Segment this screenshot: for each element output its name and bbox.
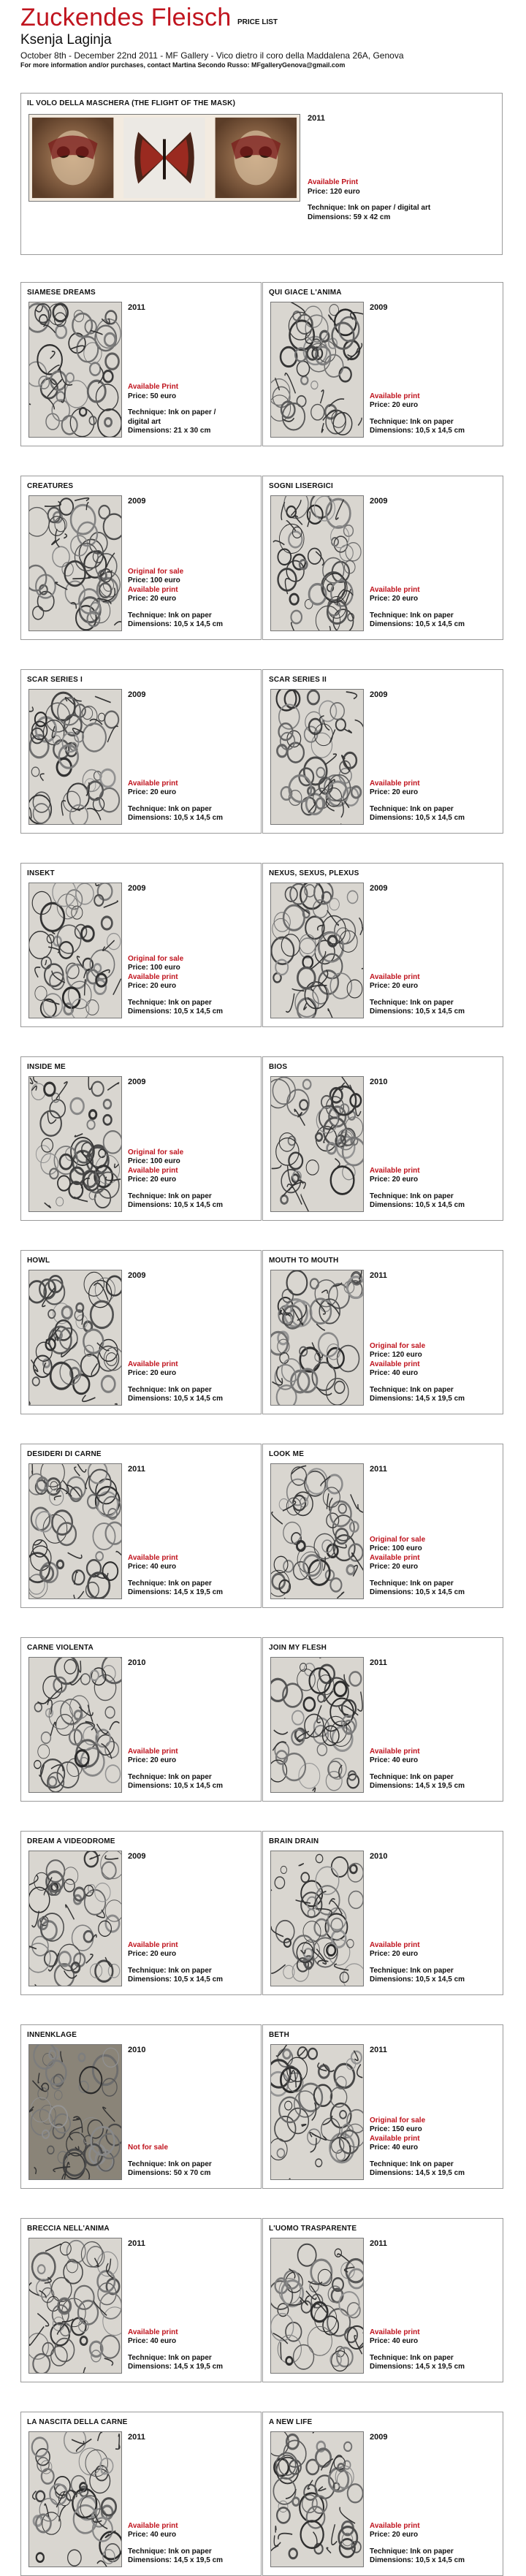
artwork-image — [28, 1463, 122, 1599]
artwork-image — [28, 689, 122, 825]
artwork-details — [370, 1748, 500, 1791]
detail-line: Dimensions: 10,5 x 14,5 cm — [128, 620, 224, 628]
artwork-card — [262, 1831, 503, 1995]
availability-label: Available print — [370, 1940, 420, 1949]
detail-line: Dimensions: 10,5 x 14,5 cm — [370, 1588, 465, 1596]
detail-line: Dimensions: 50 x 70 cm — [128, 2169, 211, 2177]
artwork-card — [20, 669, 262, 834]
artwork-details — [128, 1748, 258, 1791]
detail-line: Price: 20 euro — [128, 1756, 177, 1764]
artwork-title: INNENKLAGE — [27, 2031, 77, 2039]
detail-line: Dimensions: 59 x 42 cm — [308, 213, 391, 221]
availability-label: Original for sale — [128, 567, 184, 576]
detail-line: Technique: Ink on paper — [128, 1385, 212, 1394]
artwork-year: 2011 — [370, 2046, 387, 2054]
artwork-card — [20, 476, 262, 640]
detail-line: Dimensions: 10,5 x 14,5 cm — [370, 1975, 465, 1984]
availability-label: Available print — [128, 972, 178, 981]
artwork-title: DREAM A VIDEODROME — [27, 1837, 115, 1845]
detail-line: Technique: Ink on paper — [370, 1192, 454, 1200]
detail-line: Dimensions: 14,5 x 19,5 cm — [370, 1395, 465, 1403]
detail-line: Price: 20 euro — [128, 1369, 177, 1377]
availability-label: Available print — [370, 585, 420, 594]
detail-line: Technique: Ink on paper — [370, 611, 454, 620]
detail-line: Technique: Ink on paper — [128, 2353, 212, 2362]
detail-line: Price: 40 euro — [370, 2144, 419, 2152]
detail-line: Price: 20 euro — [370, 1175, 419, 1184]
artwork-year: 2010 — [370, 1078, 388, 1086]
artwork-year: 2011 — [308, 114, 325, 123]
artwork-image — [28, 114, 300, 202]
artist-name: Ksenja Laginja — [20, 32, 112, 47]
detail-line: Price: 20 euro — [370, 1950, 419, 1958]
artwork-card — [20, 1831, 262, 1995]
detail-line: Price: 20 euro — [128, 982, 177, 990]
detail-line: Price: 120 euro — [308, 187, 360, 196]
availability-label: Original for sale — [370, 1341, 426, 1350]
artwork-year: 2011 — [128, 2433, 145, 2442]
availability-label: Available print — [370, 392, 420, 400]
artwork-year: 2009 — [128, 1271, 146, 1280]
artwork-year: 2011 — [370, 1271, 387, 1280]
detail-line: Technique: Ink on paper — [128, 2547, 212, 2556]
detail-line: Technique: Ink on paper — [370, 998, 454, 1007]
artwork-image — [28, 2044, 122, 2180]
availability-label: Available print — [128, 1747, 178, 1756]
availability-label: Original for sale — [128, 954, 184, 963]
artwork-card — [20, 282, 262, 446]
spacer — [370, 2153, 500, 2160]
artwork-title: BRAIN DRAIN — [269, 1837, 319, 1845]
artwork-details — [370, 2116, 500, 2179]
spacer — [128, 2153, 258, 2160]
spacer — [128, 991, 258, 999]
availability-label: Available Print — [308, 178, 359, 186]
artwork-year: 2009 — [128, 1078, 146, 1086]
detail-line: Dimensions: 14,5 x 19,5 cm — [128, 2556, 224, 2564]
availability-label: Available print — [370, 1166, 420, 1175]
detail-line: Technique: Ink on paper — [128, 611, 212, 620]
artwork-details — [128, 2522, 258, 2566]
artwork-card — [20, 2024, 262, 2189]
artwork-details — [128, 955, 258, 1017]
availability-label: Available print — [128, 1166, 178, 1175]
detail-line: Dimensions: 14,5 x 19,5 cm — [370, 2363, 465, 2371]
detail-line: Dimensions: 10,5 x 14,5 cm — [128, 1007, 224, 1015]
detail-line: digital art — [128, 417, 161, 426]
artwork-year: 2009 — [370, 497, 388, 506]
artwork-image — [28, 2238, 122, 2374]
detail-line: Technique: Ink on paper — [128, 998, 212, 1007]
artwork-image — [28, 1657, 122, 1793]
artwork-card — [262, 282, 503, 446]
artwork-card — [262, 863, 503, 1027]
availability-label: Available print — [128, 585, 178, 594]
detail-line: Technique: Ink on paper — [128, 2160, 212, 2168]
artwork-title: HOWL — [27, 1257, 50, 1265]
artwork-year: 2011 — [128, 303, 145, 312]
artwork-image — [270, 1076, 364, 1212]
artwork-title: INSEKT — [27, 869, 55, 877]
spacer — [128, 1185, 258, 1192]
artwork-details — [128, 383, 258, 436]
artwork-details — [128, 1148, 258, 1211]
artwork-details — [370, 2328, 500, 2372]
artwork-title: DESIDERI DI CARNE — [27, 1450, 102, 1458]
detail-line: Price: 40 euro — [370, 1369, 419, 1377]
artwork-title: CARNE VIOLENTA — [27, 1644, 94, 1652]
spacer — [128, 1959, 258, 1967]
artwork-details — [128, 1941, 258, 1985]
artwork-image — [28, 1076, 122, 1212]
artwork-card — [20, 1250, 262, 1414]
artwork-title: A NEW LIFE — [269, 2418, 313, 2426]
artwork-details — [128, 2328, 258, 2372]
detail-line: Technique: Ink on paper / digital art — [308, 204, 431, 212]
artwork-title: CREATURES — [27, 482, 74, 490]
detail-line: Dimensions: 10,5 x 14,5 cm — [128, 1975, 224, 1984]
artwork-card — [20, 2412, 262, 2576]
artwork-title: MOUTH TO MOUTH — [269, 1257, 339, 1265]
detail-line: Price: 40 euro — [128, 2337, 177, 2345]
artwork-image — [270, 1851, 364, 1986]
detail-line: Price: 20 euro — [128, 1175, 177, 1184]
artwork-details — [370, 780, 500, 823]
detail-line: Price: 20 euro — [370, 1563, 419, 1571]
availability-label: Available print — [370, 1747, 420, 1756]
spacer — [128, 2347, 258, 2354]
artwork-details — [128, 568, 258, 630]
artwork-image — [270, 1463, 364, 1599]
detail-line: Dimensions: 10,5 x 14,5 cm — [370, 427, 465, 435]
artwork-image — [28, 883, 122, 1018]
artwork-title: IL VOLO DELLA MASCHERA (THE FLIGHT OF THE MASK) — [27, 99, 236, 107]
spacer — [370, 798, 500, 805]
detail-line: Technique: Ink on paper — [128, 804, 212, 813]
spacer — [128, 604, 258, 611]
artwork-title: SIAMESE DREAMS — [27, 289, 96, 297]
detail-line: Technique: Ink on paper — [128, 1772, 212, 1781]
availability-label: Available print — [128, 1940, 178, 1949]
detail-line: Technique: Ink on paper — [128, 1966, 212, 1975]
detail-line: Technique: Ink on paper — [370, 2160, 454, 2168]
spacer — [370, 991, 500, 999]
availability-label: Not for sale — [128, 2144, 169, 2152]
artwork-year: 2011 — [128, 1465, 145, 1474]
spacer — [370, 411, 500, 418]
artwork-details — [370, 586, 500, 630]
spacer — [308, 197, 498, 204]
spacer — [370, 1959, 500, 1967]
artwork-card — [262, 476, 503, 640]
detail-line: Price: 40 euro — [370, 1756, 419, 1764]
artwork-title: LOOK ME — [269, 1450, 305, 1458]
detail-line: Price: 20 euro — [370, 2531, 419, 2539]
artwork-details — [308, 178, 498, 222]
spacer — [128, 401, 258, 408]
detail-line: Technique: Ink on paper — [370, 417, 454, 426]
detail-line: Technique: Ink on paper — [370, 2547, 454, 2556]
artwork-details — [370, 1342, 500, 1404]
artwork-year: 2011 — [370, 1658, 387, 1667]
availability-label: Available print — [128, 2521, 178, 2530]
detail-line: Price: 100 euro — [128, 576, 180, 584]
detail-line: Technique: Ink on paper — [370, 1966, 454, 1975]
detail-line: Technique: Ink on paper — [128, 1192, 212, 1200]
artwork-card — [20, 1637, 262, 1802]
detail-line: Technique: Ink on paper — [370, 804, 454, 813]
artwork-image — [28, 1270, 122, 1406]
artwork-image — [270, 2431, 364, 2567]
availability-label: Original for sale — [370, 1535, 426, 1544]
spacer — [370, 1572, 500, 1579]
spacer — [370, 1766, 500, 1773]
detail-line: Dimensions: 14,5 x 19,5 cm — [128, 2363, 224, 2371]
spacer — [128, 1766, 258, 1773]
artwork-year: 2009 — [128, 884, 146, 893]
artwork-year: 2011 — [370, 1465, 387, 1474]
artwork-image — [270, 689, 364, 825]
artwork-card — [262, 2412, 503, 2576]
contact-line: For more information and/or purchases, contact Martina Secondo Russo: MFgalleryGenova@gmail.com — [20, 61, 346, 69]
artwork-title: INSIDE ME — [27, 1063, 66, 1071]
artwork-year: 2010 — [128, 2046, 146, 2054]
artwork-card — [262, 1637, 503, 1802]
detail-line: Dimensions: 21 x 30 cm — [128, 427, 211, 435]
artwork-image — [270, 495, 364, 631]
detail-line: Dimensions: 10,5 x 14,5 cm — [370, 814, 465, 822]
page-subtitle: PRICE LIST — [237, 18, 278, 26]
spacer — [128, 2540, 258, 2548]
detail-line: Dimensions: 10,5 x 14,5 cm — [370, 620, 465, 628]
artwork-title: SCAR SERIES I — [27, 676, 83, 684]
availability-label: Available print — [370, 1553, 420, 1562]
detail-line: Technique: Ink on paper / — [128, 408, 216, 416]
detail-line: Price: 20 euro — [128, 788, 177, 796]
detail-line: Price: 20 euro — [370, 788, 419, 796]
artwork-title: BIOS — [269, 1063, 288, 1071]
spacer — [370, 604, 500, 611]
artwork-card — [20, 863, 262, 1027]
artwork-card — [262, 669, 503, 834]
detail-line: Technique: Ink on paper — [370, 1579, 454, 1588]
detail-line: Price: 120 euro — [370, 1351, 422, 1359]
artwork-image — [28, 2431, 122, 2567]
detail-line: Dimensions: 14,5 x 19,5 cm — [370, 1782, 465, 1790]
artwork-title: BRECCIA NELL'ANIMA — [27, 2225, 110, 2233]
artwork-details — [128, 1554, 258, 1598]
artwork-image — [270, 302, 364, 438]
artwork-image — [270, 1657, 364, 1793]
detail-line: Price: 100 euro — [370, 1544, 422, 1552]
detail-line: Price: 100 euro — [128, 1157, 180, 1165]
artwork-card — [262, 1444, 503, 1608]
detail-line: Price: 20 euro — [370, 982, 419, 990]
artwork-year: 2009 — [128, 690, 146, 699]
exhibition-dates: October 8th - December 22nd 2011 - MF Gallery - Vico dietro il coro della Maddalena 26A, Genova — [20, 50, 404, 61]
artwork-card — [262, 1056, 503, 1221]
artwork-year: 2009 — [128, 1852, 146, 1861]
detail-line: Price: 40 euro — [128, 1563, 177, 1571]
detail-line: Dimensions: 10,5 x 14,5 cm — [370, 1201, 465, 1209]
detail-line: Price: 20 euro — [370, 401, 419, 409]
detail-line: Technique: Ink on paper — [370, 2353, 454, 2362]
artwork-title: QUI GIACE L'ANIMA — [269, 289, 342, 297]
artwork-details — [370, 1941, 500, 1985]
artwork-card — [20, 1056, 262, 1221]
artwork-title: BETH — [269, 2031, 290, 2039]
artwork-image — [28, 302, 122, 438]
availability-label: Available print — [370, 2328, 420, 2336]
detail-line: Technique: Ink on paper — [370, 1772, 454, 1781]
detail-line: Dimensions: 10,5 x 14,5 cm — [128, 814, 224, 822]
detail-line: Price: 150 euro — [370, 2125, 422, 2133]
availability-label: Available print — [370, 779, 420, 788]
availability-label: Available print — [128, 1553, 178, 1562]
artwork-details — [128, 2144, 258, 2179]
detail-line: Dimensions: 10,5 x 14,5 cm — [128, 1395, 224, 1403]
artwork-image — [28, 1851, 122, 1986]
detail-line: Price: 40 euro — [128, 2531, 177, 2539]
availability-label: Original for sale — [370, 2116, 426, 2125]
detail-line: Price: 100 euro — [128, 964, 180, 972]
artwork-year: 2010 — [370, 1852, 388, 1861]
spacer — [370, 1379, 500, 1386]
artwork-details — [370, 1536, 500, 1598]
availability-label: Original for sale — [128, 1148, 184, 1156]
page-header — [20, 3, 517, 69]
artwork-year: 2011 — [128, 2239, 145, 2248]
detail-line: Dimensions: 10,5 x 14,5 cm — [128, 1782, 224, 1790]
availability-label: Available print — [370, 1360, 420, 1368]
artwork-details — [370, 392, 500, 436]
artwork-image — [270, 2238, 364, 2374]
artwork-title: SOGNI LISERGICI — [269, 482, 334, 490]
availability-label: Available print — [370, 2521, 420, 2530]
artwork-year: 2009 — [128, 497, 146, 506]
artwork-card — [262, 2024, 503, 2189]
detail-line: Dimensions: 14,5 x 19,5 cm — [128, 1588, 224, 1596]
artwork-title: LA NASCITA DELLA CARNE — [27, 2418, 128, 2426]
artwork-card — [262, 2218, 503, 2382]
detail-line: Technique: Ink on paper — [128, 1579, 212, 1588]
artwork-card — [262, 1250, 503, 1414]
availability-label: Available print — [128, 2328, 178, 2336]
artwork-details — [370, 1167, 500, 1211]
detail-line: Dimensions: 10,5 x 14,5 cm — [370, 1007, 465, 1015]
availability-label: Available print — [370, 972, 420, 981]
availability-label: Available print — [370, 2134, 420, 2143]
artwork-year: 2011 — [370, 2239, 387, 2248]
artwork-details — [370, 973, 500, 1017]
artwork-year: 2009 — [370, 2433, 388, 2442]
artwork-title: L'UOMO TRASPARENTE — [269, 2225, 357, 2233]
spacer — [370, 2347, 500, 2354]
spacer — [128, 1572, 258, 1579]
detail-line: Technique: Ink on paper — [370, 1385, 454, 1394]
artwork-image — [270, 1270, 364, 1406]
spacer — [370, 1185, 500, 1192]
page-title: Zuckendes Fleisch — [20, 4, 232, 31]
availability-label: Available print — [128, 1360, 178, 1368]
detail-line: Price: 20 euro — [128, 1950, 177, 1958]
spacer — [128, 1379, 258, 1386]
detail-line: Price: 50 euro — [128, 392, 177, 400]
detail-line: Price: 40 euro — [370, 2337, 419, 2345]
artwork-title: JOIN MY FLESH — [269, 1644, 327, 1652]
spacer — [370, 2540, 500, 2548]
detail-line: Dimensions: 10,5 x 14,5 cm — [370, 2556, 465, 2564]
detail-line: Dimensions: 10,5 x 14,5 cm — [128, 1201, 224, 1209]
artwork-card — [20, 2218, 262, 2382]
detail-line: Dimensions: 14,5 x 19,5 cm — [370, 2169, 465, 2177]
artwork-year: 2010 — [128, 1658, 146, 1667]
artwork-card — [20, 1444, 262, 1608]
artwork-year: 2009 — [370, 303, 388, 312]
artwork-year: 2009 — [370, 884, 388, 893]
artwork-year: 2009 — [370, 690, 388, 699]
availability-label: Available Print — [128, 383, 179, 391]
artwork-title: NEXUS, SEXUS, PLEXUS — [269, 869, 359, 877]
availability-label: Available print — [128, 779, 178, 788]
detail-line: Price: 20 euro — [370, 595, 419, 603]
detail-line: Price: 20 euro — [128, 595, 177, 603]
artwork-image — [270, 2044, 364, 2180]
artwork-details — [128, 1360, 258, 1404]
spacer — [128, 798, 258, 805]
artwork-details — [370, 2522, 500, 2566]
artwork-image — [28, 495, 122, 631]
featured-artwork-card — [20, 93, 503, 255]
artwork-details — [128, 780, 258, 823]
artwork-title: SCAR SERIES II — [269, 676, 327, 684]
artwork-image — [270, 883, 364, 1018]
